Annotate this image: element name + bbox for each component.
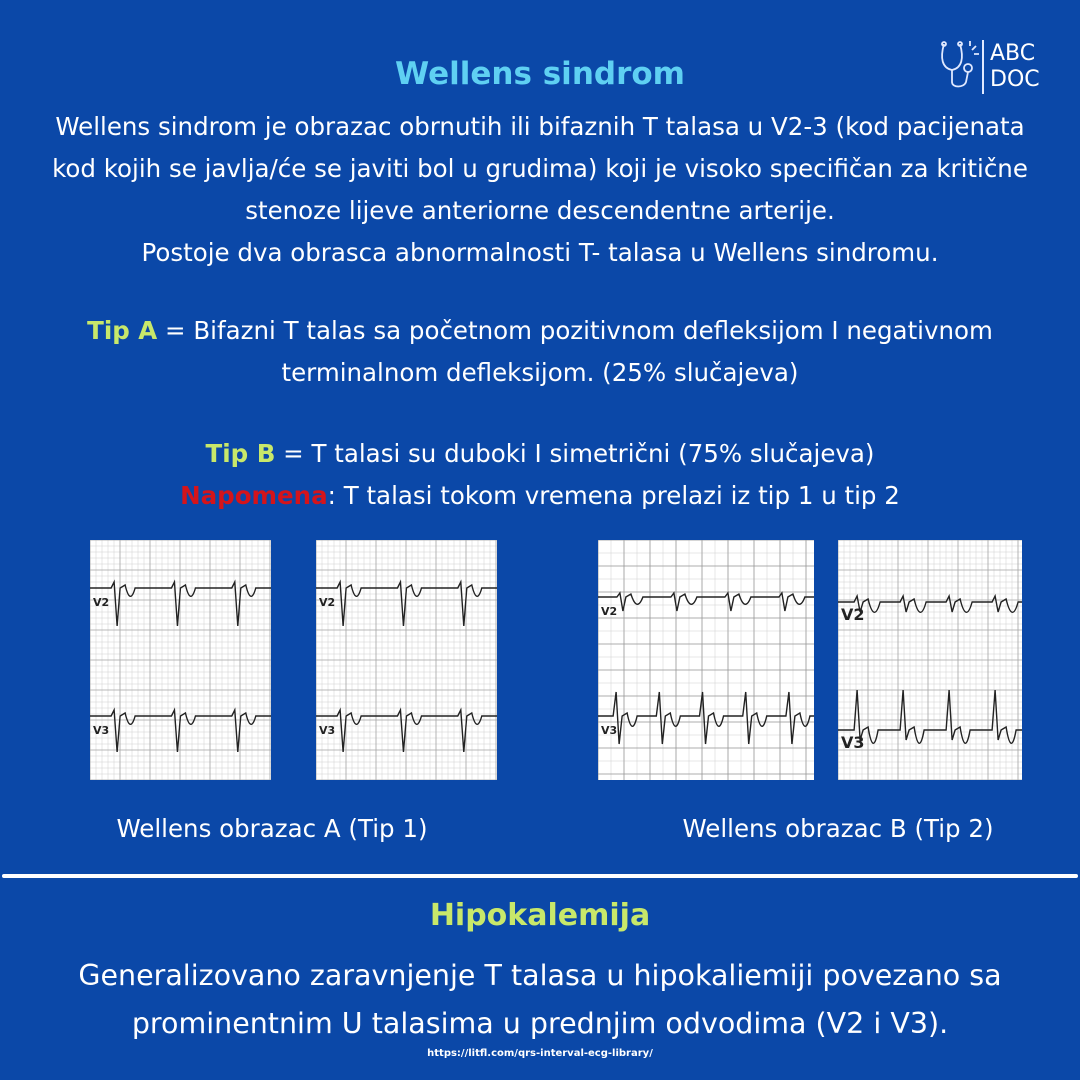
lead-label-v3: V3 (601, 724, 618, 737)
stethoscope-icon (934, 38, 980, 94)
ecg-trace (90, 540, 271, 780)
ecg-strip-b2 (838, 540, 1022, 780)
caption-pattern-b: Wellens obrazac B (Tip 2) (682, 814, 994, 843)
abcdoc-logo (930, 36, 1050, 98)
lead-label-v2: V2 (841, 605, 865, 624)
intro-line: stenoze lijeve anteriorne descendentne arterije. (245, 196, 835, 225)
tip-b-label: Tip B (205, 439, 276, 468)
lead-label-v2: V2 (319, 596, 336, 609)
hypokalemia-text (20, 952, 1060, 1048)
lead-label-v2: V2 (601, 605, 618, 618)
hypokalemia-line: prominentnim U talasima u prednjim odvodima (V2 i V3). (131, 1007, 949, 1040)
logo-text-abc: ABC (990, 41, 1036, 66)
note-paragraph (30, 475, 1050, 517)
lead-label-v2: V2 (93, 596, 110, 609)
logo-text-doc: DOC (990, 67, 1040, 92)
hypokalemia-line: Generalizovano zaravnjenje T talasa u hipokaliemiji povezano sa (78, 959, 1002, 992)
intro-line: Postoje dva obrasca abnormalnosti T- talasa u Wellens sindromu. (141, 238, 939, 267)
tip-a-label: Tip A (87, 316, 158, 345)
note-text: : T talasi tokom vremena prelazi iz tip 1 u tip 2 (327, 481, 900, 510)
logo-divider (982, 40, 984, 94)
tip-a-paragraph (30, 310, 1050, 394)
source-link[interactable]: https://litfl.com/qrs-interval-ecg-library/ (427, 1048, 653, 1059)
ecg-trace (316, 540, 497, 780)
intro-paragraph (10, 106, 1070, 274)
intro-line: Wellens sindrom je obrazac obrnutih ili bifaznih T talasa u V2-3 (kod pacijenata (55, 112, 1025, 141)
section-divider (2, 874, 1078, 878)
ecg-trace (838, 540, 1022, 780)
page-title: Wellens sindrom (395, 56, 685, 92)
ecg-strip-a1 (90, 540, 271, 780)
hypokalemia-title: Hipokalemija (429, 898, 651, 933)
intro-line: kod kojih se javlja/će se javiti bol u grudima) koji je visoko specifičan za kritične (52, 154, 1028, 183)
ecg-strip-a2 (316, 540, 497, 780)
ecg-strip-b1 (598, 540, 814, 780)
lead-label-v3: V3 (93, 724, 110, 737)
tip-b-paragraph (30, 433, 1050, 475)
lead-label-v3: V3 (319, 724, 336, 737)
tip-a-text-cont: terminalnom defleksijom. (25% slučajeva) (281, 358, 799, 387)
tip-b-text: = T talasi su duboki I simetrični (75% slučajeva) (275, 439, 875, 468)
lead-label-v3: V3 (841, 733, 865, 752)
ecg-trace (598, 540, 814, 780)
caption-pattern-a: Wellens obrazac A (Tip 1) (116, 814, 428, 843)
note-label: Napomena (180, 481, 328, 510)
tip-a-text: = Bifazni T talas sa početnom pozitivnom defleksijom I negativnom (157, 316, 993, 345)
